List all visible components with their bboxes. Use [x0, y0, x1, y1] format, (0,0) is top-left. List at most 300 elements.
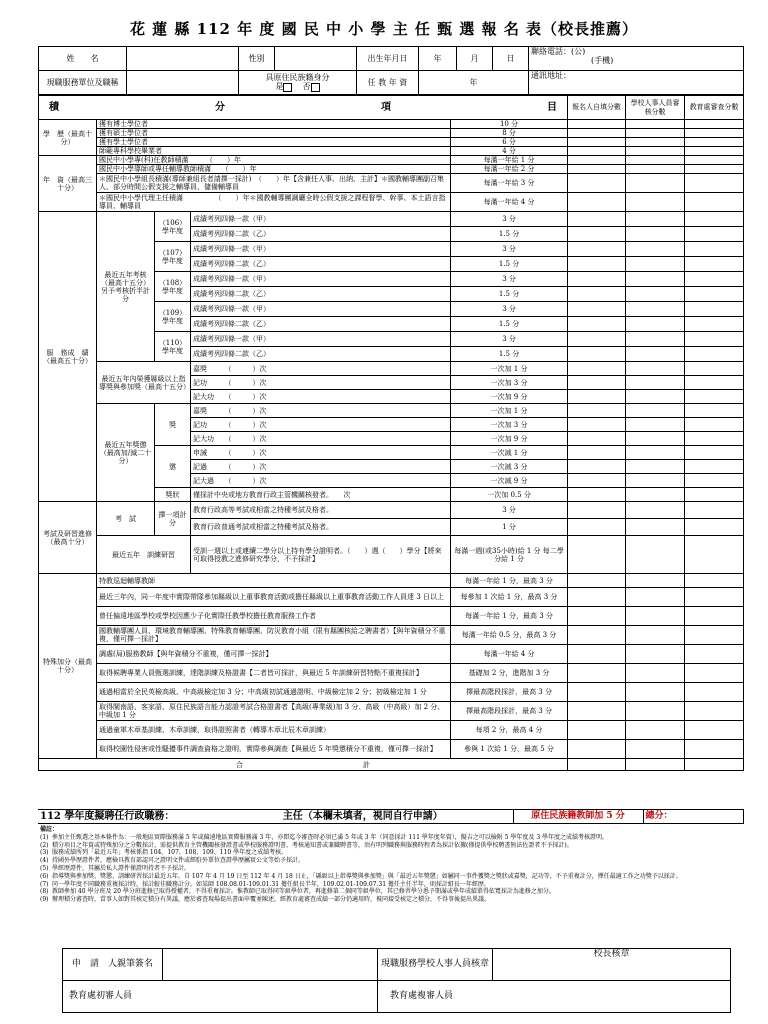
- school-score-cell[interactable]: [626, 645, 685, 664]
- note-number: (6): [40, 872, 49, 880]
- school-score-cell[interactable]: [626, 257, 685, 272]
- principal-stamp-field[interactable]: [493, 949, 731, 981]
- header-c3: 項: [381, 101, 392, 113]
- punish-tag: 懲: [155, 446, 191, 488]
- seniority-year-unit: 年: [469, 77, 478, 87]
- county-award-score: 一次加 3 分: [451, 376, 568, 390]
- footer-total-sum[interactable]: 總分：: [643, 810, 743, 824]
- special-item: 取得校園性侵害或性騷擾事件調查資格之證明，實際參與調查【與最近 5 年獎懲積分不重複，僅可擇一採計】: [97, 740, 451, 759]
- office-score-cell[interactable]: [685, 519, 744, 536]
- self-score-cell[interactable]: [568, 376, 626, 390]
- note-number: (1): [40, 833, 49, 841]
- second-review-label: 教育處複審人員: [390, 991, 454, 1002]
- self-score-cell[interactable]: [568, 404, 626, 418]
- office-score-cell[interactable]: [685, 502, 744, 519]
- training-score: 每滿一週(或35小時)給 1 分 每二學分給 1 分: [451, 536, 568, 574]
- school-score-cell[interactable]: [626, 432, 685, 446]
- seniority-score: 每滿一年給 1 分: [451, 156, 568, 165]
- special-score: 參與 1 次給 1 分，最高 5 分: [451, 740, 568, 759]
- self-score-cell[interactable]: [568, 272, 626, 287]
- score-row: [39, 721, 744, 740]
- school-score-cell[interactable]: [626, 272, 685, 287]
- birth-label: 出生年月日: [357, 47, 419, 71]
- self-score-cell[interactable]: [568, 317, 626, 332]
- school-score-cell[interactable]: [626, 242, 685, 257]
- school-year-label: （106）學年度: [155, 212, 191, 242]
- seniority-item: ＊國民中小學組長積滿(導師兼組長者請擇一採計) （ ）年【含兼任人事、出納、主計】＊國教輔導團副召集人、部分時間公假支援之輔導員、儲備輔導員: [97, 174, 451, 193]
- edu-item: 師範專科學校畢業者: [97, 147, 451, 156]
- special-item: 最近三年內，同一年度中實際帶隊參加縣級以上重事教育活動或擔任縣級以上重事教育活動工作人員達 3 日以上: [97, 588, 451, 607]
- self-score-cell[interactable]: [568, 287, 626, 302]
- evaluation-item: 成績考列四條一款（甲）: [191, 242, 451, 257]
- score-row: [39, 404, 744, 418]
- score-row: [39, 174, 744, 193]
- office-score-cell[interactable]: [685, 317, 744, 332]
- punish-item: 申誡 （ ）次: [191, 446, 451, 460]
- note-number: (8): [40, 888, 49, 896]
- office-score-cell[interactable]: [685, 227, 744, 242]
- applicant-sign-field[interactable]: [163, 949, 378, 981]
- note-item: [40, 834, 743, 842]
- evaluation-score: 1.5 分: [451, 257, 568, 272]
- address-label: 通訊地址：: [531, 71, 571, 80]
- office-score-cell[interactable]: [685, 242, 744, 257]
- note-text: 積分項目之年資或特殊加分之分數採計，需提供教育主管機關核發證書或學校服務證明書，考核通知書或兼職聘書等，須有明列職務與服務時程者為採計依據(僅提供學校聘書無法佐證者不予採計)。: [52, 841, 573, 849]
- evaluation-score: 1.5 分: [451, 287, 568, 302]
- header-office: 教育處審查分數: [685, 96, 744, 120]
- office-score-cell[interactable]: [685, 488, 744, 502]
- self-score-cell[interactable]: [568, 129, 626, 138]
- special-group-label: 特殊加分（最高十分）: [39, 574, 97, 759]
- office-score-cell[interactable]: [685, 460, 744, 474]
- self-score-cell[interactable]: [568, 212, 626, 227]
- school-score-cell[interactable]: [626, 227, 685, 242]
- self-score-cell[interactable]: [568, 165, 626, 174]
- special-item: 取得閩南語、客家語、原住民族語言能力認證考試合格證書者【高級(專業級)加 3 分、高級（中高級）加 2 分、中級加 1 分: [97, 702, 451, 721]
- reward-score: 一次加 9 分: [451, 432, 568, 446]
- school-score-cell[interactable]: [626, 702, 685, 721]
- self-score-cell[interactable]: [568, 227, 626, 242]
- office-score-cell[interactable]: [685, 588, 744, 607]
- punish-score: 一次減 3 分: [451, 460, 568, 474]
- special-score: 每滿一年給 0.5 分，最高 3 分: [451, 626, 568, 645]
- header-c2: 分: [215, 101, 226, 113]
- footer-bonus: 原住民族籍教師加 5 分: [513, 810, 643, 824]
- school-score-cell[interactable]: [626, 460, 685, 474]
- evaluation-item: 成績考列四條一款（甲）: [191, 302, 451, 317]
- school-year-label: （107）學年度: [155, 242, 191, 272]
- office-score-cell[interactable]: [685, 376, 744, 390]
- score-row: [39, 645, 744, 664]
- edu-score: 8 分: [451, 129, 568, 138]
- certificate-score: 一次加 0.5 分: [451, 488, 568, 502]
- self-score-cell[interactable]: [568, 242, 626, 257]
- note-text: 服務成績所列「最近五年」考核係指 104、107、108、109、110 學年度之成績考核。: [52, 849, 288, 857]
- school-score-cell[interactable]: [626, 574, 685, 588]
- birth-year-label[interactable]: 年: [419, 47, 457, 71]
- note-text: 指導獎與參加獎、獎懲、訓練研習採計最近五年，自 107 年 4 月 19 日至 112 年 4 月 18 日止，「縣級以上指導獎與參加獎」與「最近五年獎懲」如屬同一事件獲獎之獎狀或嘉獎，記功等，不予重複計分，擇任最適工作之功獎予以採計。: [52, 872, 682, 880]
- notes-title: 備註：: [40, 826, 59, 833]
- total-label-cell: [39, 759, 568, 771]
- note-text: 同一學年度不同職務重複採計時，採計較佳職務計分。如某師 108.08.01-109.01.31 擔任組長半年，109.02.01-109.07.31 擔任主任半年，則採計組長一年經歷。: [52, 880, 490, 888]
- evaluation-item: 成績考列四條二款（乙）: [191, 227, 451, 242]
- score-row: [39, 165, 744, 174]
- school-score-cell[interactable]: [626, 474, 685, 488]
- self-score-cell[interactable]: [568, 120, 626, 129]
- punish-item: 記大過 （ ）次: [191, 474, 451, 488]
- office-score-cell[interactable]: [685, 721, 744, 740]
- header-c1: 積: [49, 101, 59, 113]
- school-year-label: （109）學年度: [155, 302, 191, 332]
- office-score-cell[interactable]: [685, 332, 744, 347]
- exam-sub-label: 擇一項計分: [155, 502, 191, 536]
- score-row: [39, 574, 744, 588]
- county-award-item: 嘉獎 （ ）次: [191, 362, 451, 376]
- evaluation-score: 1.5 分: [451, 227, 568, 242]
- self-score-cell[interactable]: [568, 626, 626, 645]
- self-score-cell[interactable]: [568, 740, 626, 759]
- score-row: [39, 129, 744, 138]
- self-score-cell[interactable]: [568, 536, 626, 574]
- self-score-cell[interactable]: [568, 302, 626, 317]
- school-score-cell[interactable]: [626, 588, 685, 607]
- note-text: 持國外學歷證件者，應檢具教育部認可之證明文件或經駐外單位查證學歷屬實公文等始予採計。: [52, 857, 305, 865]
- school-score-cell[interactable]: [626, 332, 685, 347]
- score-row: [39, 147, 744, 156]
- exam-score: 3 分: [451, 502, 568, 519]
- office-score-cell[interactable]: [685, 607, 744, 626]
- evaluation-label: 最近五年考核（最高十五分）另予考核折半計分: [97, 212, 155, 362]
- edu-score: 6 分: [451, 138, 568, 147]
- self-score-cell[interactable]: [568, 193, 626, 212]
- school-score-cell[interactable]: [626, 664, 685, 683]
- aboriginal-no-checkbox[interactable]: [311, 83, 320, 92]
- self-score-cell[interactable]: [568, 683, 626, 702]
- school-score-cell[interactable]: [626, 362, 685, 376]
- aboriginal-yes-checkbox[interactable]: [283, 83, 292, 92]
- evaluation-item: 成績考列四條一款（甲）: [191, 332, 451, 347]
- county-award-score: 一次加 1 分: [451, 362, 568, 376]
- office-score-cell[interactable]: [685, 418, 744, 432]
- seniority-score: 每滿一年給 4 分: [451, 193, 568, 212]
- office-score-cell[interactable]: [685, 212, 744, 227]
- second-review-field[interactable]: [378, 981, 731, 1013]
- special-score: 基礎加 2 分，進階加 3 分: [451, 664, 568, 683]
- office-score-cell[interactable]: [685, 446, 744, 460]
- notes-list: [40, 834, 743, 904]
- score-row: [39, 502, 744, 519]
- office-score-cell[interactable]: [685, 193, 744, 212]
- county-award-score: 一次加 9 分: [451, 390, 568, 404]
- special-item: 國教輔導團人員、環境教育輔導團、特殊教育輔導團、防災教育小組（限有縣團核給之聘書者）【與年資積分不重複，僅可擇一採計】: [97, 626, 451, 645]
- header-school: 學校人事人員審核分數: [626, 96, 685, 120]
- county-award-item: 記大功 （ ）次: [191, 390, 451, 404]
- school-score-cell[interactable]: [626, 519, 685, 536]
- seniority-score: 每滿一年給 2 分: [451, 165, 568, 174]
- self-score-cell[interactable]: [568, 488, 626, 502]
- special-score: 每滿一年給 1 分，最高 3 分: [451, 607, 568, 626]
- reward-tag: 獎: [155, 404, 191, 446]
- school-score-cell[interactable]: [626, 193, 685, 212]
- evaluation-score: 3 分: [451, 242, 568, 257]
- evaluation-item: 成績考列四條二款（乙）: [191, 287, 451, 302]
- training-label: 最近五年 訓練研習: [97, 536, 191, 574]
- county-award-item: 記功 （ ）次: [191, 376, 451, 390]
- applicant-sign-label: 申 請 人親筆簽名: [63, 949, 163, 981]
- self-score-cell[interactable]: [568, 519, 626, 536]
- score-row: [39, 759, 744, 771]
- school-score-cell[interactable]: [626, 390, 685, 404]
- score-row: [39, 156, 744, 165]
- self-score-cell[interactable]: [568, 257, 626, 272]
- school-score-cell[interactable]: [626, 174, 685, 193]
- office-score-cell[interactable]: [685, 257, 744, 272]
- exam-label: 考 試: [97, 502, 155, 536]
- note-number: (2): [40, 841, 49, 849]
- reward-punish-label: 最近五年獎懲（最高加/減二十分）: [97, 404, 155, 502]
- school-score-cell[interactable]: [626, 376, 685, 390]
- score-row: [39, 193, 744, 212]
- special-score: 每項 2 分，最高 4 分: [451, 721, 568, 740]
- punish-score: 一次減 9 分: [451, 474, 568, 488]
- school-score-cell[interactable]: [626, 347, 685, 362]
- score-row: [39, 607, 744, 626]
- self-score-cell[interactable]: [568, 347, 626, 362]
- applicant-info-table: [38, 46, 744, 95]
- evaluation-item: 成績考列四條一款（甲）: [191, 272, 451, 287]
- phone-field[interactable]: [529, 47, 744, 71]
- note-number: (9): [40, 896, 49, 904]
- special-score: 擇最高階段採計，最高 3 分: [451, 683, 568, 702]
- evaluation-score: 3 分: [451, 302, 568, 317]
- self-score-cell[interactable]: [568, 418, 626, 432]
- reward-item: 記功 （ ）次: [191, 418, 451, 432]
- office-score-cell[interactable]: [685, 390, 744, 404]
- edu-score: 10 分: [451, 120, 568, 129]
- office-score-cell[interactable]: [685, 129, 744, 138]
- punish-score: 一次減 1 分: [451, 446, 568, 460]
- evaluation-item: 成績考列四條二款（乙）: [191, 257, 451, 272]
- self-score-cell[interactable]: [568, 332, 626, 347]
- note-item: [40, 857, 743, 865]
- note-text: 學經歷證件，其屬於私人證件僅證明持者不予採計。: [52, 864, 191, 872]
- self-score-cell[interactable]: [568, 702, 626, 721]
- first-review-field[interactable]: [63, 981, 378, 1013]
- edu-group-label: 學 歷（最高十分）: [39, 120, 97, 156]
- self-score-cell[interactable]: [568, 362, 626, 376]
- school-score-cell[interactable]: [626, 138, 685, 147]
- seniority-field[interactable]: [419, 71, 529, 95]
- self-score-cell[interactable]: [568, 574, 626, 588]
- note-item: [40, 865, 743, 873]
- office-score-cell[interactable]: [685, 759, 744, 771]
- school-score-cell[interactable]: [626, 488, 685, 502]
- score-row: [39, 664, 744, 683]
- office-score-cell[interactable]: [685, 432, 744, 446]
- office-score-cell[interactable]: [685, 347, 744, 362]
- exam-score: 1 分: [451, 519, 568, 536]
- note-number: (4): [40, 857, 49, 865]
- self-score-cell[interactable]: [568, 502, 626, 519]
- service-group-label: 服 務成 績（最高五十分）: [39, 212, 97, 502]
- office-score-cell[interactable]: [685, 165, 744, 174]
- aboriginal-label: 具原住民族籍身分: [265, 73, 330, 83]
- first-review-label: 教育處初審人員: [69, 991, 133, 1002]
- score-row: [39, 588, 744, 607]
- birth-month-label[interactable]: 月: [457, 47, 493, 71]
- certificate-item: 僅採計中央或地方教育行政主管機關核發者。 次: [191, 488, 451, 502]
- school-score-cell[interactable]: [626, 418, 685, 432]
- office-score-cell[interactable]: [685, 702, 744, 721]
- school-score-cell[interactable]: [626, 120, 685, 129]
- note-text: 教師參加 40 學分班及 20 學分班進修已取得授權者，不得重複採計。惟教師已取得同等級學位者，再進修第二個同等級學位，其已修習學分悉予期滿或學年成績單得依寬採計為進修之加分。: [52, 888, 555, 896]
- principal-stamp-label: 校長核章: [593, 949, 630, 959]
- edu-item: 獲有學士學位者: [97, 138, 451, 147]
- seniority-item: 國民中小學專(科)任教師積滿 （ ）年: [97, 156, 451, 165]
- office-score-cell[interactable]: [685, 287, 744, 302]
- self-score-cell[interactable]: [568, 607, 626, 626]
- address-field[interactable]: [529, 71, 744, 95]
- seniority-item: 國民中小學導師或專任輔導教師積滿 （ ）年: [97, 165, 451, 174]
- office-score-cell[interactable]: [685, 138, 744, 147]
- evaluation-item: 成績考列四條二款（乙）: [191, 317, 451, 332]
- self-score-cell[interactable]: [568, 474, 626, 488]
- office-score-cell[interactable]: [685, 645, 744, 664]
- reward-score: 一次加 3 分: [451, 418, 568, 432]
- name-label: 姓 名: [39, 47, 127, 71]
- evaluation-score: 1.5 分: [451, 317, 568, 332]
- office-score-cell[interactable]: [685, 362, 744, 376]
- header-self: 報名人自填分數: [568, 96, 626, 120]
- school-score-cell[interactable]: [626, 607, 685, 626]
- name-field[interactable]: [127, 47, 239, 71]
- birth-day-label[interactable]: 日: [493, 47, 529, 71]
- punish-item: 記過 （ ）次: [191, 460, 451, 474]
- note-number: (5): [40, 864, 49, 872]
- office-score-cell[interactable]: [685, 147, 744, 156]
- reward-item: 記大功 （ ）次: [191, 432, 451, 446]
- office-score-cell[interactable]: [685, 626, 744, 645]
- school-score-cell[interactable]: [626, 165, 685, 174]
- office-score-cell[interactable]: [685, 474, 744, 488]
- total-label-right: 計: [363, 760, 371, 769]
- self-score-cell[interactable]: [568, 147, 626, 156]
- seniority-group-label: 年 資（最高三十分）: [39, 156, 97, 212]
- score-row: [39, 626, 744, 645]
- notes-section: [40, 826, 743, 904]
- self-score-cell[interactable]: [568, 390, 626, 404]
- evaluation-item: 成績考列四條二款（乙）: [191, 347, 451, 362]
- self-score-cell[interactable]: [568, 460, 626, 474]
- phone-label: 聯絡電話：(公): [531, 47, 586, 56]
- office-score-cell[interactable]: [685, 683, 744, 702]
- aboriginal-yes-label: 是: [275, 82, 284, 92]
- school-score-cell[interactable]: [626, 302, 685, 317]
- school-score-cell[interactable]: [626, 129, 685, 138]
- note-item: [40, 873, 743, 881]
- score-header: [39, 96, 568, 120]
- score-row: [39, 138, 744, 147]
- seniority-score: 每滿一年給 3 分: [451, 174, 568, 193]
- evaluation-score: 3 分: [451, 332, 568, 347]
- aboriginal-cell: [239, 71, 357, 95]
- office-score-cell[interactable]: [685, 272, 744, 287]
- unit-field[interactable]: [127, 71, 239, 95]
- seniority-label: 任 教 年 資: [357, 71, 419, 95]
- school-score-cell[interactable]: [626, 740, 685, 759]
- self-score-cell[interactable]: [568, 432, 626, 446]
- school-score-cell[interactable]: [626, 317, 685, 332]
- self-score-cell[interactable]: [568, 156, 626, 165]
- aboriginal-no-label: 否: [302, 82, 311, 92]
- office-score-cell[interactable]: [685, 120, 744, 129]
- self-score-cell[interactable]: [568, 759, 626, 771]
- self-score-cell[interactable]: [568, 721, 626, 740]
- school-score-cell[interactable]: [626, 759, 685, 771]
- office-score-cell[interactable]: [685, 740, 744, 759]
- office-score-cell[interactable]: [685, 574, 744, 588]
- note-item: [40, 888, 743, 896]
- exam-item: 教育行政普通考試或相當之特種考試及格者。: [191, 519, 451, 536]
- note-number: (3): [40, 849, 49, 857]
- self-score-cell[interactable]: [568, 446, 626, 460]
- special-item: 通過相當於全民英檢高級、中高級檢定加 3 分；中高級初試通過證明、中級檢定加 2 分；初級檢定加 1 分: [97, 683, 451, 702]
- form-title: 花 蓮 縣 112 年 度 國 民 中 小 學 主 任 甄 選 報 名 表（校長推薦）: [129, 20, 639, 38]
- school-score-cell[interactable]: [626, 147, 685, 156]
- school-score-cell[interactable]: [626, 502, 685, 519]
- office-score-cell[interactable]: [685, 404, 744, 418]
- self-score-cell[interactable]: [568, 138, 626, 147]
- footer-bar: [38, 809, 744, 824]
- office-score-cell[interactable]: [685, 174, 744, 193]
- self-score-cell[interactable]: [568, 664, 626, 683]
- exam-group-label: 考試及研習進修（最高十分）: [39, 502, 97, 574]
- evaluation-score: 3 分: [451, 272, 568, 287]
- score-row: [39, 740, 744, 759]
- self-score-cell[interactable]: [568, 174, 626, 193]
- school-score-cell[interactable]: [626, 287, 685, 302]
- school-score-cell[interactable]: [626, 536, 685, 574]
- note-item: [40, 896, 743, 904]
- office-score-cell[interactable]: [685, 664, 744, 683]
- office-score-cell[interactable]: [685, 156, 744, 165]
- school-score-cell[interactable]: [626, 212, 685, 227]
- note-text: 辦理積分審查時，當事人如對其核定積分有異議，應於審查現場提出書面申覆並陳述，經教育處審查成績一部分仍適用時，視同接受核定之積分，不得事後提出異議。: [52, 896, 491, 904]
- score-table: [38, 95, 744, 771]
- reward-item: 嘉獎 （ ）次: [191, 404, 451, 418]
- exam-item: 教育行政高等考試或相當之特種考試及格者。: [191, 502, 451, 519]
- school-score-cell[interactable]: [626, 446, 685, 460]
- gender-field[interactable]: [275, 47, 357, 71]
- self-score-cell[interactable]: [568, 645, 626, 664]
- mobile-label: (手機): [591, 56, 614, 66]
- office-score-cell[interactable]: [685, 302, 744, 317]
- office-score-cell[interactable]: [685, 536, 744, 574]
- score-row: [39, 120, 744, 129]
- school-score-cell[interactable]: [626, 404, 685, 418]
- school-score-cell[interactable]: [626, 721, 685, 740]
- school-score-cell[interactable]: [626, 156, 685, 165]
- signature-table: [62, 948, 731, 1013]
- school-score-cell[interactable]: [626, 683, 685, 702]
- special-item: 特教巡迴輔導教師: [97, 574, 451, 588]
- score-row: [39, 212, 744, 227]
- score-header-row: [39, 96, 744, 120]
- footer-duty-note[interactable]: 主任（本欄未填者，視同自行申請）: [213, 810, 513, 824]
- self-score-cell[interactable]: [568, 588, 626, 607]
- special-item: 調處(局)服務教師【與年資積分不重複，僅可擇一採計】: [97, 645, 451, 664]
- school-score-cell[interactable]: [626, 626, 685, 645]
